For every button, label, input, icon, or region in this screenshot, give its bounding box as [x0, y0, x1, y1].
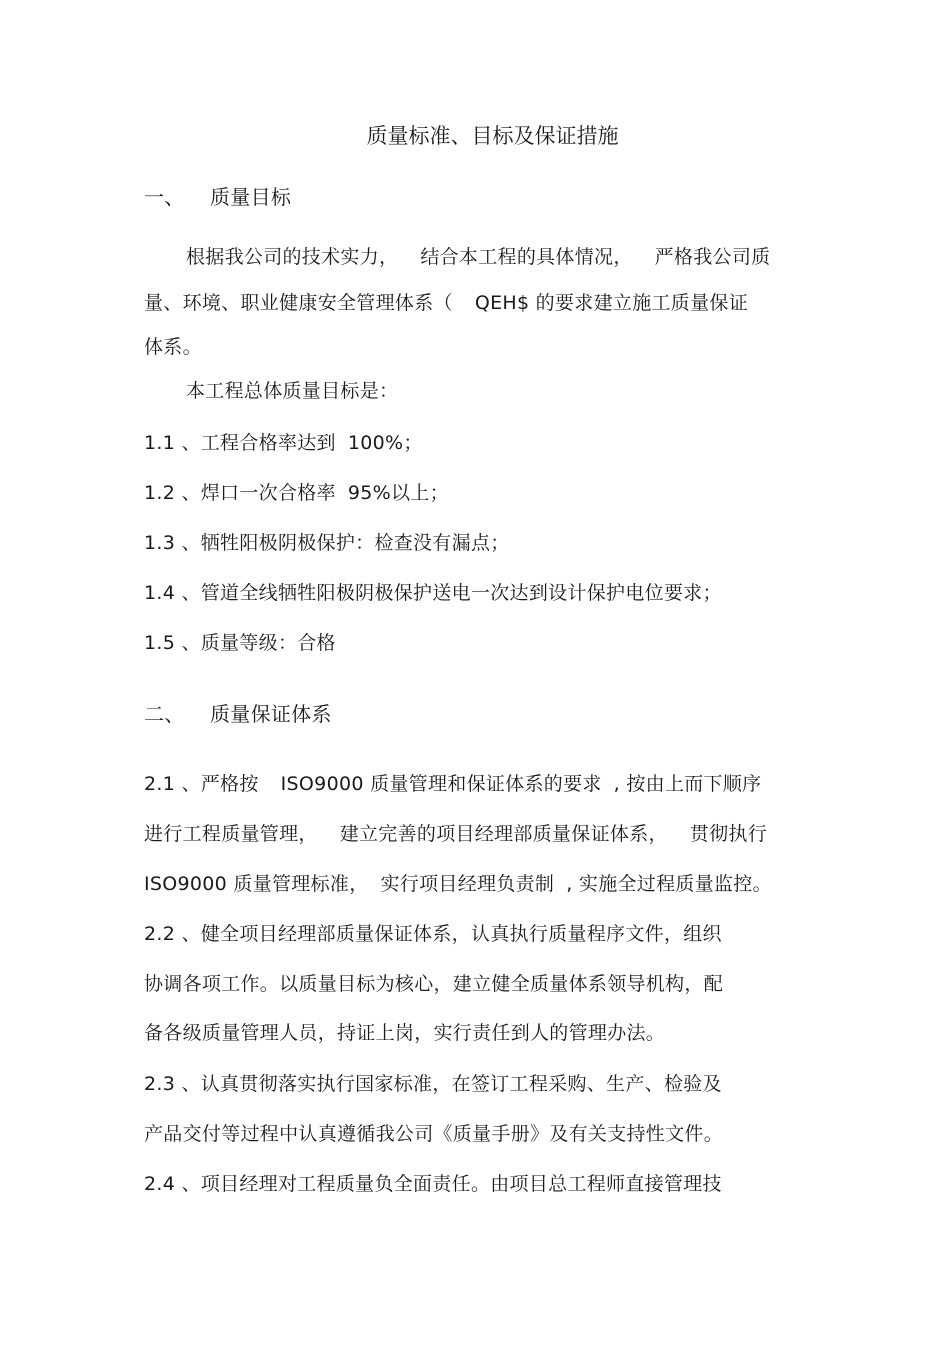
paragraph-line: 备各级质量管理人员，持证上岗，实行责任到人的管理办法。: [144, 1022, 666, 1044]
section-heading-text: 质量目标: [210, 185, 292, 209]
text-run: 95%以上；: [347, 482, 449, 504]
text-run: 实行项目经理负责制: [380, 873, 555, 895]
paragraph-line: 2.4 、项目经理对工程质量负全面责任。由项目总工程师直接管理技: [144, 1173, 722, 1195]
paragraph-line: [144, 821, 767, 847]
section-heading-2: [144, 701, 332, 727]
list-item: [144, 430, 423, 456]
section-number: 一、: [144, 185, 185, 209]
paragraph-line: 2.3 、认真贯彻落实执行国家标准，在签订工程采购、生产、检验及: [144, 1073, 722, 1095]
text-run: 量、环境、职业健康安全管理体系（: [144, 292, 453, 314]
list-item: 1.4 、管道全线牺牲阳极阴极保护送电一次达到设计保护电位要求；: [144, 582, 722, 604]
text-run: 严格我公司质: [654, 246, 771, 268]
text-run: ISO9000 质量管理标准，: [144, 873, 369, 895]
paragraph-line: [144, 871, 772, 897]
paragraph-line: 本工程总体质量目标是：: [186, 380, 399, 402]
text-run: 1.2 、焊口一次合格率: [144, 482, 336, 504]
text-run: 1.1 、工程合格率达到: [144, 432, 336, 454]
text-run: 100%；: [347, 432, 423, 454]
list-item: 1.5 、质量等级：合格: [144, 632, 336, 654]
paragraph-line: [186, 244, 770, 270]
paragraph-line: 协调各项工作。以质量目标为核心，建立健全质量体系领导机构，配: [144, 973, 724, 995]
section-heading-text: 质量保证体系: [210, 702, 332, 726]
text-run: 结合本工程的具体情况，: [420, 246, 633, 268]
text-run: 建立完善的项目经理部质量保证体系，: [339, 823, 668, 845]
list-item: 1.3 、牺牲阳极阴极保护：检查没有漏点；: [144, 532, 510, 554]
text-run: 2.1 、严格按: [144, 773, 259, 795]
section-number: 二、: [144, 702, 185, 726]
text-run: QEH$ 的要求建立施工质量保证: [474, 292, 748, 314]
text-run: , 按由上而下顺序: [613, 773, 762, 795]
text-run: 根据我公司的技术实力，: [186, 246, 399, 268]
list-item: [144, 480, 449, 506]
section-heading-1: [144, 184, 291, 210]
text-run: ISO9000 质量管理和保证体系的要求: [280, 773, 602, 795]
text-run: 贯彻执行: [689, 823, 768, 845]
paragraph-line: [144, 771, 761, 797]
paragraph-line: 体系。: [144, 336, 202, 358]
text-run: , 实施全过程质量监控。: [566, 873, 772, 895]
document-title: 质量标准、目标及保证措施: [366, 124, 619, 148]
paragraph-line: 产品交付等过程中认真遵循我公司《质量手册》及有关支持性文件。: [144, 1123, 724, 1145]
paragraph-line: [144, 290, 748, 316]
paragraph-line: 2.2 、健全项目经理部质量保证体系，认真执行质量程序文件，组织: [144, 923, 722, 945]
text-run: 进行工程质量管理，: [144, 823, 318, 845]
